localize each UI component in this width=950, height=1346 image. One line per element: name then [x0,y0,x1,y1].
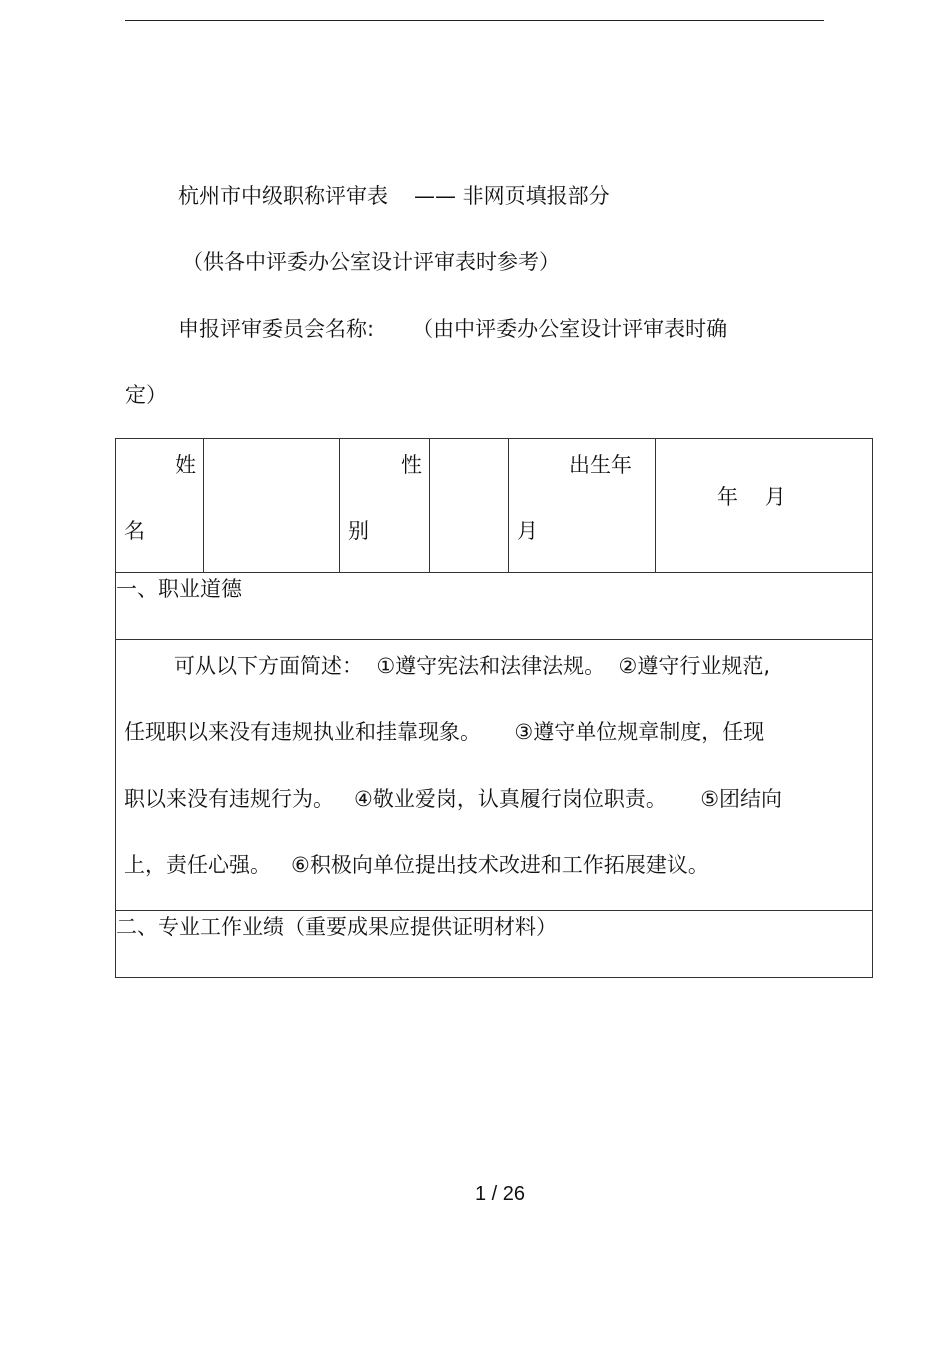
name-label-cell [116,439,204,573]
gender-value-field[interactable] [430,439,509,573]
section1-title-cell [116,573,873,640]
personal-info-row [116,439,873,573]
name-label-top: 姓 [175,453,196,477]
section1-body-row [116,640,873,911]
name-value-field[interactable] [204,439,340,573]
section1-body-line-2: 任现职以来没有违规执业和挂靠现象。 ③遵守单位规章制度，任现 [124,720,765,744]
section1-title: 一、职业道德 [116,577,242,601]
document-title [178,184,610,208]
birth-value-field[interactable] [656,439,873,573]
application-form-table [115,438,873,978]
document-subtitle: （供各中评委办公室设计评审表时参考） [182,250,560,274]
section2-header-row [116,911,873,978]
gender-label-bottom: 别 [348,519,369,543]
committee-label: 申报评审委员会名称: [178,317,375,341]
title-suffix: —— 非网页填报部分 [414,184,610,208]
gender-label-cell [340,439,430,573]
section1-body-field[interactable] [116,640,873,911]
section2-title-cell [116,911,873,978]
section1-header-row [116,573,873,640]
gender-label-top: 性 [401,453,422,477]
header-rule [125,20,824,21]
section1-body-line-1: 可从以下方面简述： ①遵守宪法和法律法规。 ②遵守行业规范, [174,654,771,678]
committee-note: （由中评委办公室设计评审表时确 [412,317,728,341]
birth-value: 年 月 [717,485,786,509]
birth-label-bottom: 月 [517,519,538,543]
page-number: 1 / 26 [474,1183,526,1205]
name-label-bottom: 名 [124,519,145,543]
committee-note-continued: 定） [125,383,167,407]
committee-line [178,317,727,341]
birth-label-cell [509,439,656,573]
section1-body-line-3: 职以来没有违规行为。 ④敬业爱岗，认真履行岗位职责。 ⑤团结向 [124,787,783,811]
section2-title: 二、专业工作业绩（重要成果应提供证明材料） [116,915,557,939]
title-main: 杭州市中级职称评审表 [178,184,388,208]
section1-body-line-4: 上，责任心强。 ⑥积极向单位提出技术改进和工作拓展建议。 [124,853,709,877]
birth-label-top: 出生年 [569,453,632,477]
